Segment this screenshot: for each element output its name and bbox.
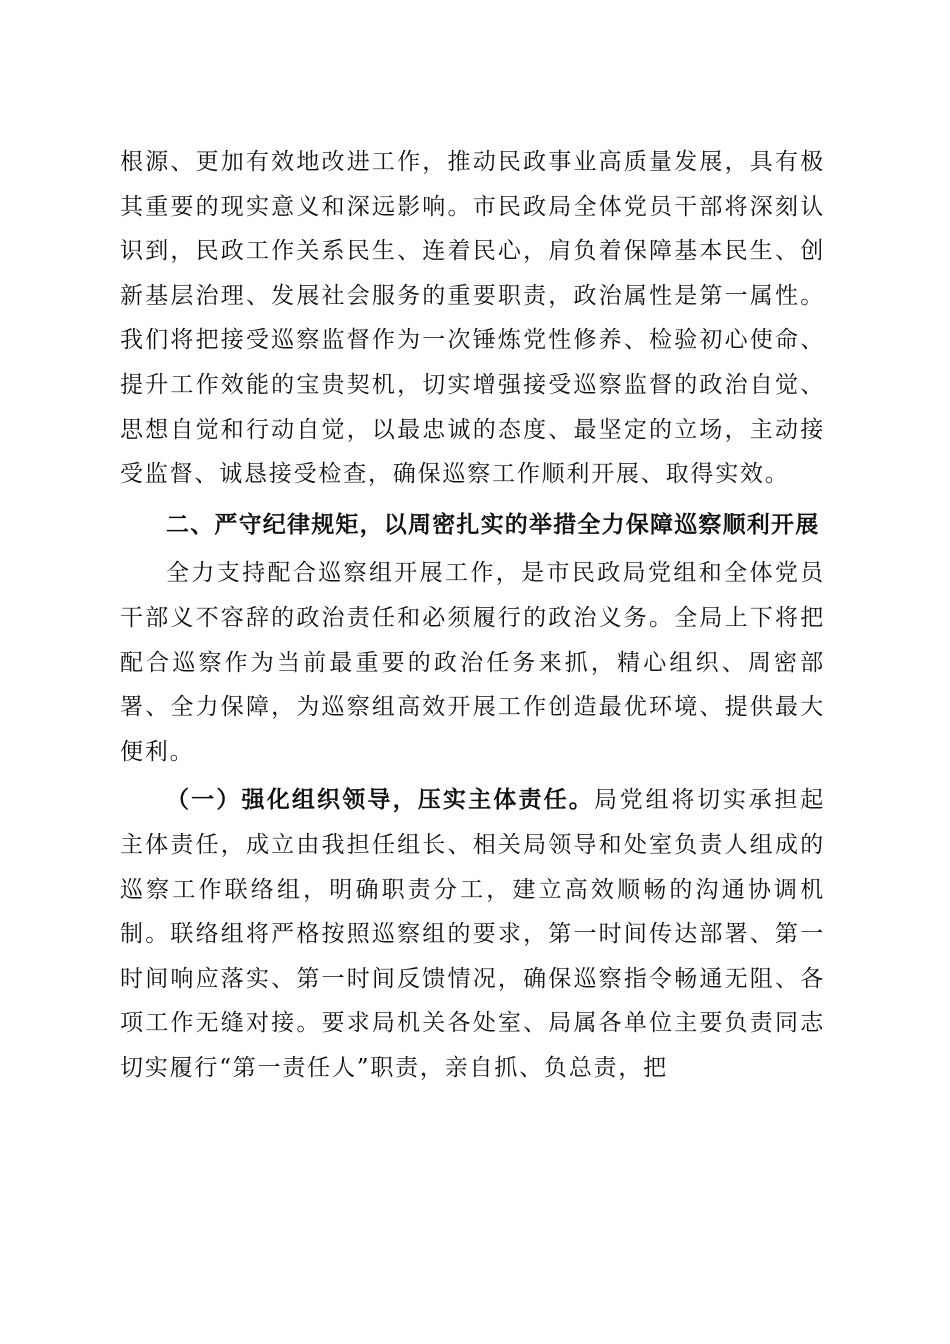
document-body — [120, 140, 825, 1090]
subsection-1-lead: （一）强化组织领导，压实主体责任。 — [166, 787, 594, 814]
subsection-1-paragraph — [120, 778, 825, 1090]
subsection-1-body: 局党组将切实承担起主体责任，成立由我担任组长、相关局领导和处室负责人组成的巡察工作联络组，明确职责分工，建立高效顺畅的沟通协调机制。联络组将严格按照巡察组的要求，第一时间传达部署、第一时间响应落实、第一时间反馈情况，确保巡察指令畅通无阻、各项工作无缝对接。要求局机关各处室、局属各单位主要负责同志切实履行“第一责任人”职责，亲自抓、负总责，把 — [120, 787, 826, 1081]
section-heading-2: 二、严守纪律规矩，以周密扎实的举措全力保障巡察顺利开展 — [166, 511, 820, 538]
paragraph-continuation: 根源、更加有效地改进工作，推动民政事业高质量发展，具有极其重要的现实意义和深远影响。市民政局全体党员干部将深刻认识到，民政工作关系民生、连着民心，肩负着保障基本民生、创新基层治理、发展社会服务的重要职责，政治属性是第一属性。我们将把接受巡察监督作为一次锤炼党性修养、检验初心使命、提升工作效能的宝贵契机，切实增强接受巡察监督的政治自觉、思想自觉和行动自觉，以最忠诚的态度、最坚定的立场，主动接受监督、诚恳接受检查，确保巡察工作顺利开展、取得实效。 — [120, 149, 825, 488]
section-2-intro-paragraph: 全力支持配合巡察组开展工作，是市民政局党组和全体党员干部义不容辞的政治责任和必须履行的政治义务。全局上下将把配合巡察作为当前最重要的政治任务来抓，精心组织、周密部署、全力保障，为巡察组高效开展工作创造最优环境、提供最大便利。 — [120, 560, 825, 765]
